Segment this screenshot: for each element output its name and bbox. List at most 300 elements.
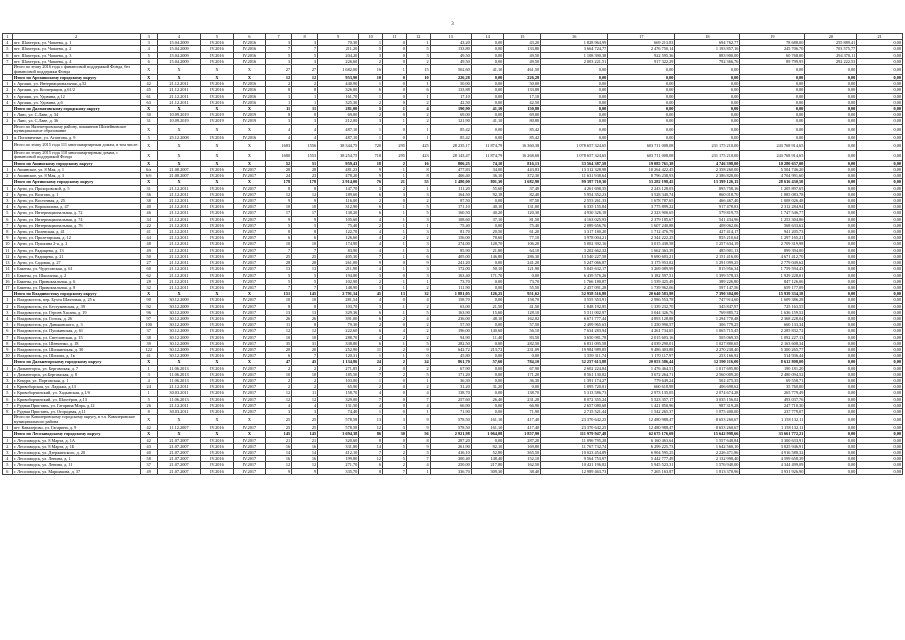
table-cell: 87,50	[430, 198, 471, 204]
table-cell: 250,00	[430, 462, 471, 468]
table-cell: 1 291 099,25	[675, 260, 740, 266]
table-cell: IV.2016	[201, 315, 233, 321]
table-cell: 1	[383, 284, 407, 290]
table-cell: 6	[3, 396, 13, 402]
table-cell: IV.2016	[233, 99, 265, 105]
table-cell: X	[157, 359, 200, 365]
table-cell: 3	[292, 40, 318, 46]
table-cell: 140,60	[471, 328, 503, 334]
table-cell: 148,40	[471, 456, 503, 462]
table-cell: 502 475,35	[675, 377, 740, 383]
table-cell: 2 986 553,78	[608, 297, 675, 303]
table-cell: IV.2017	[233, 437, 265, 443]
table-cell: г. Арти, ул. Волгова, д. 1	[12, 191, 140, 197]
table-cell: 1	[406, 185, 430, 191]
table-cell: 1	[406, 377, 430, 383]
table-cell: 0	[383, 408, 407, 414]
table-cell: 0,00	[805, 297, 857, 303]
table-cell: 11 874,79	[471, 150, 503, 160]
table-cell: 329,00	[318, 396, 359, 402]
table-cell: 6	[3, 216, 13, 222]
table-cell: г. Кокура, ул. Портовская, д. 1	[12, 377, 140, 383]
table-cell: 42	[140, 81, 157, 87]
table-cell: IV.2016	[201, 266, 233, 272]
table-cell: 5 523 357,17	[608, 396, 675, 402]
table-cell: IV.2017	[233, 353, 265, 359]
table-cell: 128,10	[504, 309, 541, 315]
table-cell: 2	[266, 377, 292, 383]
table-cell: IV.2016	[201, 468, 233, 474]
table-cell: 28	[140, 278, 157, 284]
table-cell: 21.12.2011	[157, 191, 200, 197]
table-cell: 38 254,75	[318, 150, 359, 160]
table-cell: 5	[266, 52, 292, 58]
table-cell: 10	[266, 241, 292, 247]
table-cell: Итого по Далматовскому городскому округу	[12, 106, 140, 112]
table-cell: 8 072 355,24	[541, 396, 608, 402]
table-cell: 4	[266, 402, 292, 408]
table-cell: 145	[266, 431, 292, 437]
table-cell: 42	[140, 437, 157, 443]
table-cell: 440,90	[318, 81, 359, 87]
table-cell: 0,00	[471, 40, 503, 46]
table-cell: 0	[383, 384, 407, 390]
table-cell: 13	[266, 309, 292, 315]
table-cell: 0,00	[740, 106, 805, 112]
table-cell: 211,90	[318, 266, 359, 272]
table-cell: 5	[406, 46, 430, 52]
table-cell: 1 476 464,51	[608, 365, 675, 371]
table-cell: 1	[359, 134, 383, 140]
table-cell: 23	[292, 173, 318, 179]
table-cell: 4	[359, 241, 383, 247]
table-cell: IV.2016	[201, 40, 233, 46]
table-cell: 2	[383, 315, 407, 321]
table-cell: 75,40	[504, 222, 541, 228]
table-cell: 0,00	[805, 390, 857, 396]
table-cell: 6	[3, 52, 13, 58]
table-cell: 3	[3, 93, 13, 99]
table-cell: 3	[406, 247, 430, 253]
table-cell: 3	[406, 52, 430, 58]
table-cell: 0,00	[857, 253, 903, 259]
table-cell: 389 226,80	[675, 278, 740, 284]
table-cell: 15	[3, 272, 13, 278]
table-cell: 171,20	[430, 371, 471, 377]
table-cell: 8	[292, 229, 318, 235]
table-cell: 9	[3, 235, 13, 241]
table-cell: 21.08.2007	[157, 173, 200, 179]
table-cell: 60	[140, 266, 157, 272]
table-cell: 0,00	[805, 173, 857, 179]
table-cell: 0,00	[857, 99, 903, 105]
table-cell: 43	[140, 443, 157, 449]
table-cell: 30.12.2009	[157, 297, 200, 303]
table-cell: 40,10	[471, 204, 503, 210]
table-cell: 21.12.2011	[157, 402, 200, 408]
table-cell: IV.2016	[233, 40, 265, 46]
table-cell: 0,00	[740, 81, 805, 87]
table-cell: 9	[266, 216, 292, 222]
table-cell: г. Арти, ул. Радищева, д. 21	[12, 253, 140, 259]
table-cell: 1	[406, 124, 430, 134]
table-cell: 1	[383, 204, 407, 210]
table-cell: 12	[292, 328, 318, 334]
table-cell: 28	[266, 260, 292, 266]
table-cell: 0	[383, 322, 407, 328]
table-cell: 1	[383, 216, 407, 222]
table-cell: IV.2017	[233, 384, 265, 390]
table-cell: X	[201, 65, 233, 75]
table-cell: X	[157, 291, 200, 297]
table-cell: 3	[140, 40, 157, 46]
table-cell: 3 202 662,32	[541, 247, 608, 253]
table-cell: 0,00	[805, 278, 857, 284]
table-cell: Итого по Дальнегорскому городскому округу	[12, 359, 140, 365]
table-cell: 493 037,76	[740, 396, 805, 402]
table-cell: 0,00	[504, 272, 541, 278]
table-cell: 0,00	[805, 216, 857, 222]
table-cell: 6	[359, 191, 383, 197]
table-cell: 2 476 750,14	[608, 46, 675, 52]
table-cell: 158,70	[318, 390, 359, 396]
table-cell: 12	[292, 396, 318, 402]
table-cell: 2	[406, 303, 430, 309]
table-cell: IV.2017	[233, 322, 265, 328]
table-cell: 0,00	[805, 443, 857, 449]
table-cell: 1 747 546,77	[740, 210, 805, 216]
table-cell: 568 633,62	[740, 222, 805, 228]
table-cell: 1 158 132,11	[740, 415, 805, 425]
table-cell: 8	[292, 303, 318, 309]
table-cell: 0,00	[805, 340, 857, 346]
table-cell: 4 893 128,88	[608, 315, 675, 321]
table-cell: 85,42	[504, 134, 541, 140]
table-cell: 171,70	[471, 272, 503, 278]
table-cell: 0,00	[805, 112, 857, 118]
table-cell: 0,00	[857, 185, 903, 191]
table-cell: пгт. Кавалерово, ул. Гагарина, д. 9	[12, 425, 140, 431]
table-cell: 0,00	[608, 81, 675, 87]
table-cell: 128,70	[471, 241, 503, 247]
table-cell: 40	[140, 449, 157, 455]
table-cell: X	[157, 179, 200, 185]
table-cell: 9	[359, 260, 383, 266]
table-cell: 1	[3, 437, 13, 443]
table-cell: 1 193 857,16	[675, 46, 740, 52]
table-cell: г. Владивосток, ул. Шевченко, д. 18	[12, 340, 140, 346]
table-cell: 1	[406, 468, 430, 474]
table-cell: 0,00	[857, 222, 903, 228]
table-cell: 0,00	[857, 462, 903, 468]
table-cell: 21.12.2011	[157, 216, 200, 222]
table-cell: 148,90	[318, 284, 359, 290]
table-cell: 0,00	[740, 124, 805, 134]
table-cell: 1	[406, 93, 430, 99]
table-cell: IV.2017	[233, 402, 265, 408]
table-cell: 300,40	[430, 456, 471, 462]
table-cell: IV.2017	[233, 334, 265, 340]
table-cell: 8	[359, 468, 383, 474]
table-cell: 37	[140, 328, 157, 334]
table-cell: г. Кривоборская, ул. Ладыжа, д.13	[12, 384, 140, 390]
table-cell: 0,00	[541, 124, 608, 134]
table-cell: 0,00	[857, 52, 903, 58]
table-cell: 417,40	[504, 415, 541, 425]
table-cell: IV.2016	[201, 353, 233, 359]
table-cell: 0,00	[805, 81, 857, 87]
table-cell: IV.2017	[233, 173, 265, 179]
table-cell: 0,00	[675, 81, 740, 87]
table-cell: 1 339 232,70	[608, 303, 675, 309]
table-cell: 71,90	[430, 408, 471, 414]
table-cell: 0,00	[857, 210, 903, 216]
table-cell: 261,00	[318, 260, 359, 266]
table-cell: 6 831 095,58	[541, 340, 608, 346]
table-cell: IV.2016	[233, 52, 265, 58]
table-cell: 11 874,79	[471, 140, 503, 150]
table-cell: г. Бакены, ул. Привокзальная, д. 8	[12, 284, 140, 290]
table-cell: 0	[383, 297, 407, 303]
table-cell: 11.06.2013	[157, 365, 200, 371]
table-cell: пгт. Шахтерск, ул. Чапаева, д. 3	[12, 52, 140, 58]
table-cell: IV.2016	[201, 235, 233, 241]
table-cell: 7	[406, 456, 430, 462]
table-cell: 25	[266, 415, 292, 425]
header-cell: 21	[857, 34, 903, 40]
table-cell: 8	[266, 303, 292, 309]
table-cell: 0,00	[857, 384, 903, 390]
table-cell: IV.2016	[201, 462, 233, 468]
table-cell: 405,00	[430, 253, 471, 259]
table-cell: г. Владивосток, ул. Гоголя, д. 26	[12, 315, 140, 321]
table-cell: 169,80	[504, 443, 541, 449]
table-cell: 41	[140, 229, 157, 235]
table-cell: 0,00	[857, 140, 903, 150]
table-cell: 1 712 476,79	[608, 229, 675, 235]
table-cell: 11 631 938,64	[541, 173, 608, 179]
table-cell: 365,50	[504, 449, 541, 455]
table-cell: 425	[406, 140, 430, 150]
header-cell: 20	[805, 34, 857, 40]
table-cell: 8	[292, 322, 318, 328]
table-cell: 0,00	[541, 106, 608, 112]
table-cell: 21,50	[471, 303, 503, 309]
table-cell: 2 003 221,51	[541, 58, 608, 64]
table-cell: 1	[383, 65, 407, 75]
table-cell: 883 900,00	[675, 52, 740, 58]
table-cell: 1	[140, 365, 157, 371]
table-cell: X	[157, 431, 200, 437]
table-cell: 36,10	[471, 173, 503, 179]
table-cell: г. Лянс, ул. С.Лаве, д. 36	[12, 118, 140, 124]
table-cell: 0,00	[857, 408, 903, 414]
table-cell: IV.2017	[233, 266, 265, 272]
table-cell: 0,00	[857, 365, 903, 371]
table-cell: X	[157, 150, 200, 160]
table-cell: 257,60	[430, 396, 471, 402]
table-cell: IV.2016	[201, 449, 233, 455]
table-cell: 204,20	[318, 52, 359, 58]
table-cell: 0,00	[541, 81, 608, 87]
table-cell: X	[201, 124, 233, 134]
table-cell: 4	[359, 216, 383, 222]
table-cell: 502,60	[430, 65, 471, 75]
table-cell: IV.2016	[201, 253, 233, 259]
table-cell: IV.2017	[233, 247, 265, 253]
table-cell: 1 017 695,80	[675, 365, 740, 371]
table-cell: 0,00	[857, 124, 903, 134]
table-cell: 36,30	[430, 377, 471, 383]
table-cell: 7	[359, 371, 383, 377]
table-cell: 0,00	[805, 160, 857, 166]
table-cell: 0,00	[857, 81, 903, 87]
table-cell: IV.2017	[233, 272, 265, 278]
table-cell: 0,00	[857, 456, 903, 462]
table-cell: 245 706,70	[740, 46, 805, 52]
table-cell: 0,00	[805, 365, 857, 371]
table-cell: 4	[292, 402, 318, 408]
table-cell: 4	[140, 46, 157, 52]
table-cell: г. Арти, ул. Интернациональная, д. 74	[12, 216, 140, 222]
table-cell: 0	[383, 46, 407, 52]
table-cell: 1	[383, 340, 407, 346]
table-cell: 6	[359, 340, 383, 346]
table-cell: 2	[3, 303, 13, 309]
table-cell: 7	[266, 284, 292, 290]
table-cell: 0	[383, 40, 407, 46]
table-cell: 10	[359, 75, 383, 81]
table-cell: 212,00	[318, 118, 359, 124]
table-cell: 63,00	[430, 303, 471, 309]
table-cell: Итого по этапу 2015 года 111 многоквартирным домам, в том числе:	[12, 140, 140, 150]
table-cell: 217,80	[471, 462, 503, 468]
table-cell: 2	[406, 365, 430, 371]
table-cell: 1	[383, 353, 407, 359]
table-cell: 0,00	[857, 346, 903, 352]
table-cell: 0,00	[608, 124, 675, 134]
table-cell: 6	[359, 204, 383, 210]
table-cell: 42	[140, 425, 157, 431]
table-cell: IV.2016	[233, 134, 265, 140]
table-cell: 3 664 724,77	[541, 46, 608, 52]
table-cell: 21.12.2011	[157, 185, 200, 191]
subtotal-row	[3, 140, 903, 150]
table-cell: 0,00	[805, 284, 857, 290]
table-cell: 12	[359, 425, 383, 431]
table-cell: г. Арти, ул. Прохоровской, д. 5	[12, 185, 140, 191]
table-cell: X	[233, 140, 265, 150]
table-cell: 10 421 196,82	[541, 462, 608, 468]
table-cell: 16	[3, 278, 13, 284]
table-cell: 5 511 002,97	[541, 309, 608, 315]
table-cell: 345 847,97	[675, 303, 740, 309]
table-cell: 309,30	[471, 468, 503, 474]
table-cell: 81,50	[504, 216, 541, 222]
table-cell: IV.2016	[201, 210, 233, 216]
table-cell: 1	[406, 134, 430, 140]
table-cell: 0,00	[471, 134, 503, 140]
table-cell: 5	[406, 340, 430, 346]
table-cell: 0,00	[857, 284, 903, 290]
table-cell: 6 904 595,25	[608, 449, 675, 455]
table-cell: 3	[292, 408, 318, 414]
table-cell: 90	[140, 297, 157, 303]
table-cell: X	[201, 106, 233, 112]
table-cell: X	[201, 431, 233, 437]
table-cell: IV.2016	[201, 260, 233, 266]
table-cell: 784,10	[504, 359, 541, 365]
table-cell: 4 746 398,00	[675, 160, 740, 166]
table-cell: IV.2016	[201, 384, 233, 390]
table-cell: 0,00	[740, 112, 805, 118]
table-cell: 100	[140, 322, 157, 328]
table-cell: 295	[383, 140, 407, 150]
header-cell: 16	[541, 34, 608, 40]
table-cell: 5	[359, 46, 383, 52]
table-cell: 89 799,95	[740, 58, 805, 64]
table-cell: 16	[266, 456, 292, 462]
table-cell: 669 213,83	[608, 40, 675, 46]
table-cell: 7	[359, 449, 383, 455]
table-cell: 1 078 657 324,65	[541, 140, 608, 150]
table-cell: 32	[406, 291, 430, 297]
table-cell: 49,50	[504, 58, 541, 64]
table-cell: 38	[140, 334, 157, 340]
table-cell: 6 299 225,73	[608, 443, 675, 449]
table-cell: 2	[266, 384, 292, 390]
table-cell: 0,00	[805, 204, 857, 210]
table-cell: 43,20	[504, 40, 541, 46]
table-cell: пгт. Шахтерск, ул. Чапаева, д. 1	[12, 40, 140, 46]
table-cell: 4	[359, 390, 383, 396]
table-cell: 0,00	[857, 315, 903, 321]
table-cell: IV.2017	[233, 396, 265, 402]
table-cell: 5	[3, 462, 13, 468]
table-cell: 19 085 761,38	[608, 160, 675, 166]
table-cell: IV.2017	[233, 235, 265, 241]
table-cell: 49	[140, 247, 157, 253]
table-cell: IV.2017	[233, 229, 265, 235]
table-cell: 17	[266, 210, 292, 216]
table-cell: 478,20	[318, 173, 359, 179]
table-cell: 21.07.2007	[157, 456, 200, 462]
table-cell: 111,90	[430, 284, 471, 290]
table-cell: 133,80	[504, 46, 541, 52]
table-cell: г. Рудная Пристань, ул. Огородная, д.11	[12, 408, 140, 414]
table-cell: 2 358 260,00	[675, 167, 740, 173]
table-cell: IV.2017	[233, 408, 265, 414]
table-cell: 37,10	[471, 216, 503, 222]
table-cell: 0,00	[471, 340, 503, 346]
table-cell: 3	[406, 229, 430, 235]
table-cell: 12	[266, 328, 292, 334]
table-cell: 659 177,09	[740, 284, 805, 290]
table-cell: 0,00	[471, 198, 503, 204]
table-cell: 0,00	[857, 247, 903, 253]
header-cell: 6	[233, 34, 265, 40]
table-cell: 0,00	[805, 124, 857, 134]
table-cell: 3 175 953,82	[608, 260, 675, 266]
table-cell: 15.04.2009	[157, 46, 200, 52]
table-cell: 0,00	[857, 241, 903, 247]
table-cell: 0,00	[805, 75, 857, 81]
table-cell: 541 434,96	[675, 216, 740, 222]
header-cell: 18	[675, 34, 740, 40]
table-cell: 0,00	[471, 353, 503, 359]
table-cell: 8	[3, 340, 13, 346]
table-cell: 26,40	[471, 396, 503, 402]
